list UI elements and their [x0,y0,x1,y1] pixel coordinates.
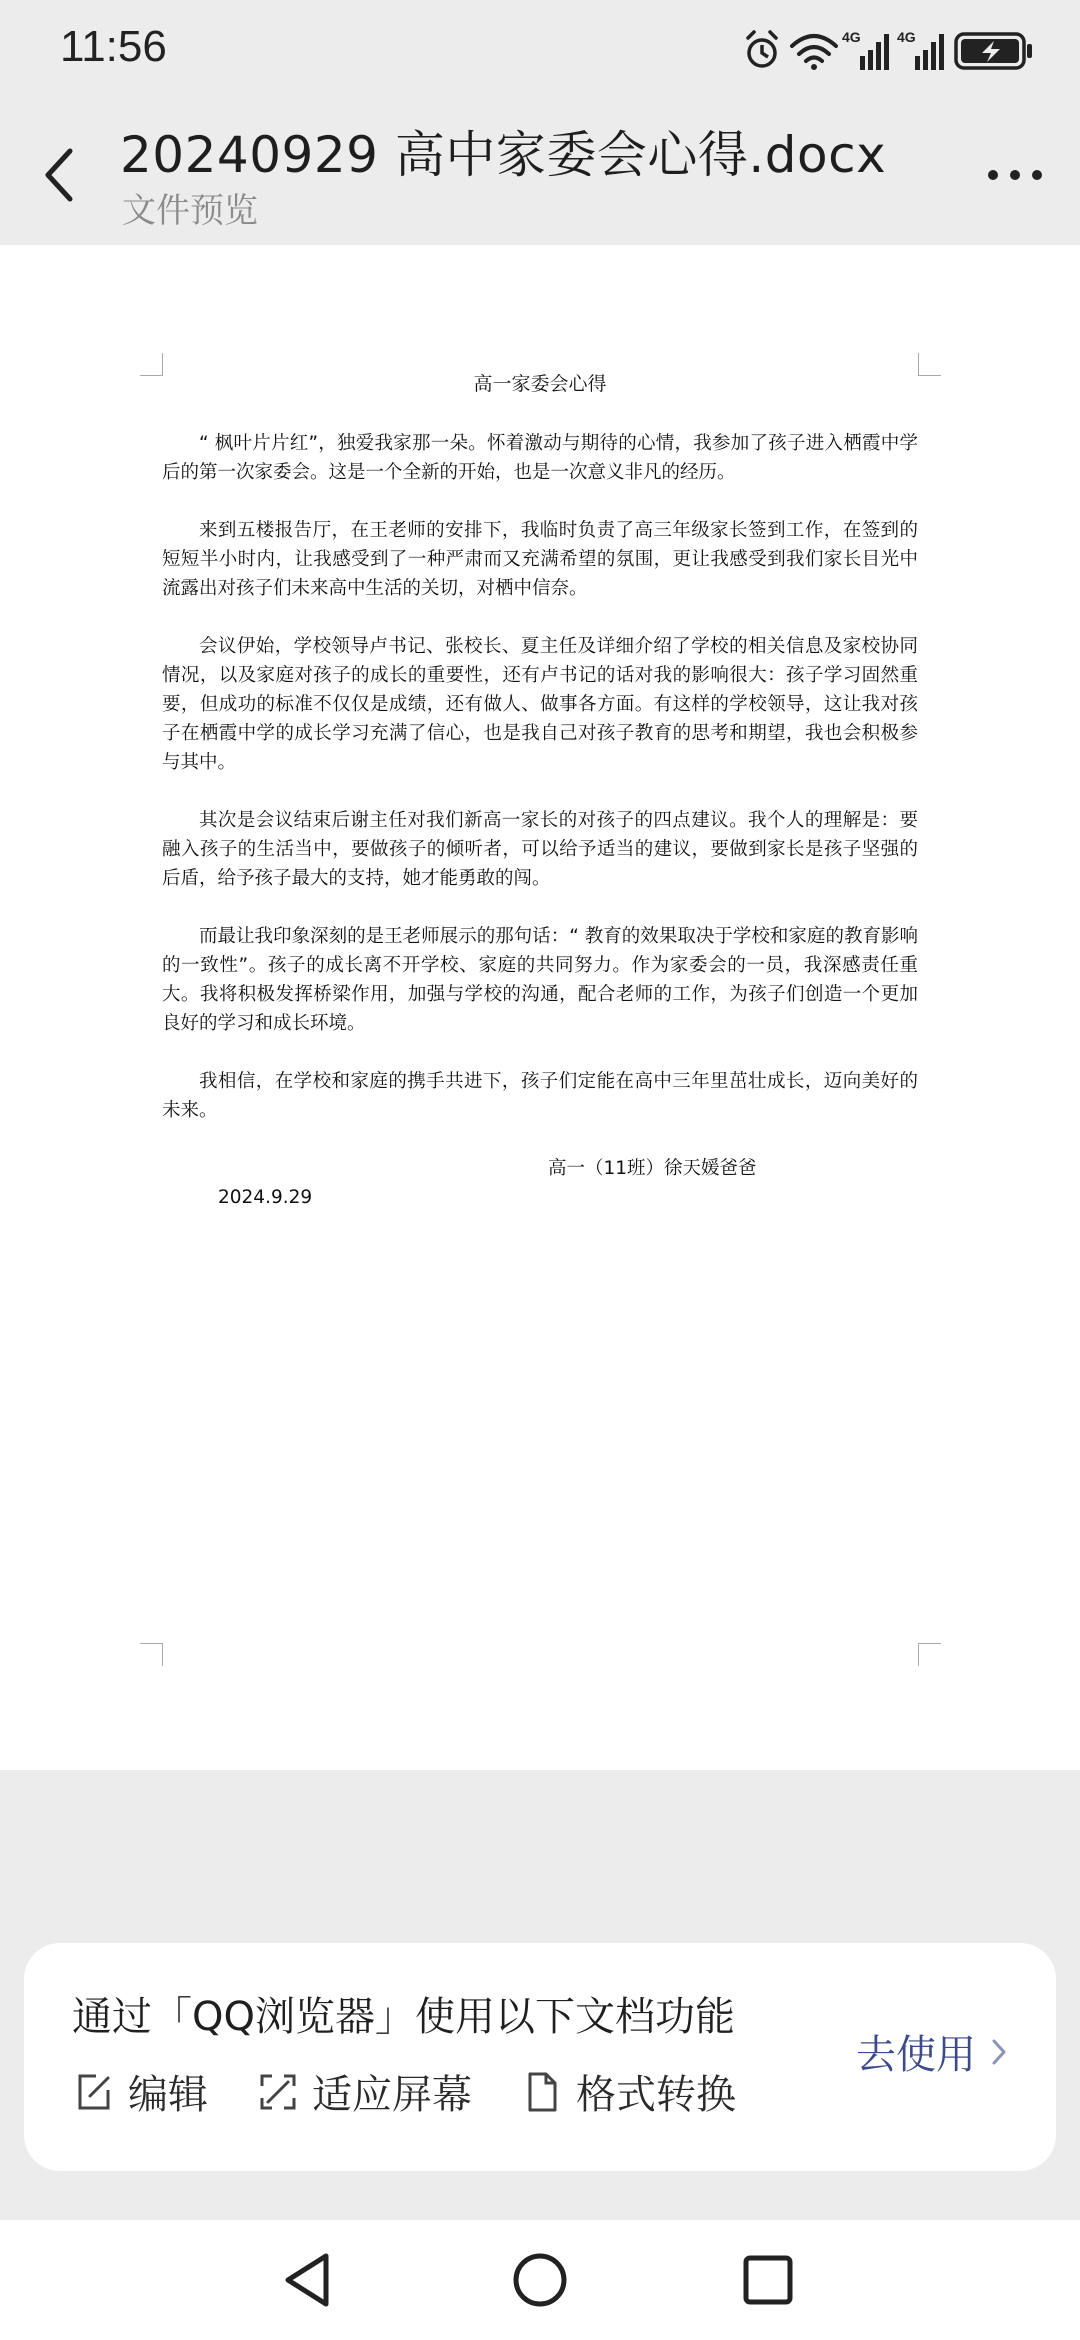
signal-4g-icon [842,29,889,70]
nav-back-button[interactable] [268,2244,348,2316]
go-use-label: 去使用 [856,2032,976,2078]
edit-feature-button[interactable] [74,2063,208,2120]
crop-mark [140,353,163,376]
document-paragraph: 而最让我印象深刻的是王老师展示的那句话：“ 教育的效果取决于学校和家庭的教育影响的一致性”。孩子的成长离不开学校、家庭的共同努力。作为家委会的一员，我深感责任重大。我将积极发挥桥梁作用，加强与学校的沟通，配合老师的工作，为孩子们创造一个更加良好的学习和成长环境。 [162,926,918,1034]
nav-home-button[interactable] [500,2244,580,2316]
signature: 高一（11班）徐天媛爸爸 [548,1158,757,1179]
document-icon [522,2072,562,2112]
feature-label: 适应屏幕 [312,2072,472,2118]
fit-screen-feature-button[interactable] [258,2063,472,2120]
alarm-icon [748,32,776,66]
status-bar [0,0,1080,105]
crop-mark [918,353,941,376]
wifi-icon [792,36,836,70]
home-circle-icon [510,2250,570,2310]
chevron-left-icon [40,145,76,205]
crop-mark [918,1643,941,1666]
recents-square-icon [740,2252,796,2308]
status-icons [742,26,1042,76]
signature-date: 2024.9.29 [218,1187,313,1208]
back-button[interactable] [28,135,88,215]
feature-list [74,2063,786,2120]
document-title: 20240929 高中家委会心得.docx [120,126,887,184]
signal-4g-icon [897,29,944,70]
document-page[interactable] [0,245,1080,1770]
crop-mark [140,1643,163,1666]
nav-recents-button[interactable] [728,2244,808,2316]
feature-label: 格式转换 [576,2072,736,2118]
status-time: 11:56 [60,22,167,71]
document-heading: 高一家委会心得 [473,373,607,395]
go-use-button[interactable] [856,2023,1012,2080]
network-label: 4G [897,29,916,45]
edit-icon [74,2072,114,2112]
more-options-button[interactable] [980,145,1050,205]
network-label: 4G [842,29,861,45]
promo-title: 通过「QQ浏览器」使用以下文档功能 [72,1994,735,2040]
back-triangle-icon [280,2250,336,2310]
document-paragraph: 会议伊始，学校领导卢书记、张校长、夏主任及详细介绍了学校的相关信息及家校协同情况，以及家庭对孩子的成长的重要性，还有卢书记的话对我的影响很大：孩子学习固然重要，但成功的标准不仅仅是成绩，还有做人、做事各方面。有这样的学校领导，这让我对孩子在栖霞中学的成长学习充满了信心，也是我自己对孩子教育的思考和期望，我也会积极参与其中。 [162,636,918,773]
document-paragraph: “ 枫叶片片红”，独爱我家那一朵。怀着激动与期待的心情，我参加了孩子进入栖霞中学后的第一次家委会。这是一个全新的开始，也是一次意义非凡的经历。 [162,433,918,483]
battery-charging-icon [956,34,1032,68]
document-paragraph: 我相信，在学校和家庭的携手共进下，孩子们定能在高中三年里茁壮成长，迈向美好的未来。 [162,1071,918,1121]
format-convert-feature-button[interactable] [522,2063,736,2120]
system-nav-bar [0,2220,1080,2340]
document-body [162,370,918,1212]
app-header [0,105,1080,245]
document-paragraph: 其次是会议结束后谢主任对我们新高一家长的对孩子的四点建议。我个人的理解是：要融入孩子的生活当中，要做孩子的倾听者，可以给予适当的建议，要做到家长是孩子坚强的后盾，给予孩子最大的支持，她才能勇敢的闯。 [162,810,918,889]
fit-screen-icon [258,2072,298,2112]
feature-label: 编辑 [128,2072,208,2118]
chevron-right-icon [986,2035,1012,2069]
document-paragraph: 来到五楼报告厅，在王老师的安排下，我临时负责了高三年级家长签到工作，在签到的短短半小时内，让我感受到了一种严肃而又充满希望的氛围，更让我感受到我们家长目光中流露出对孩子们未来高中生活的关切，对栖中信奈。 [162,520,918,599]
more-dots-icon [985,167,1045,183]
document-subtitle: 文件预览 [122,191,258,231]
qq-browser-promo-card [24,1943,1056,2171]
